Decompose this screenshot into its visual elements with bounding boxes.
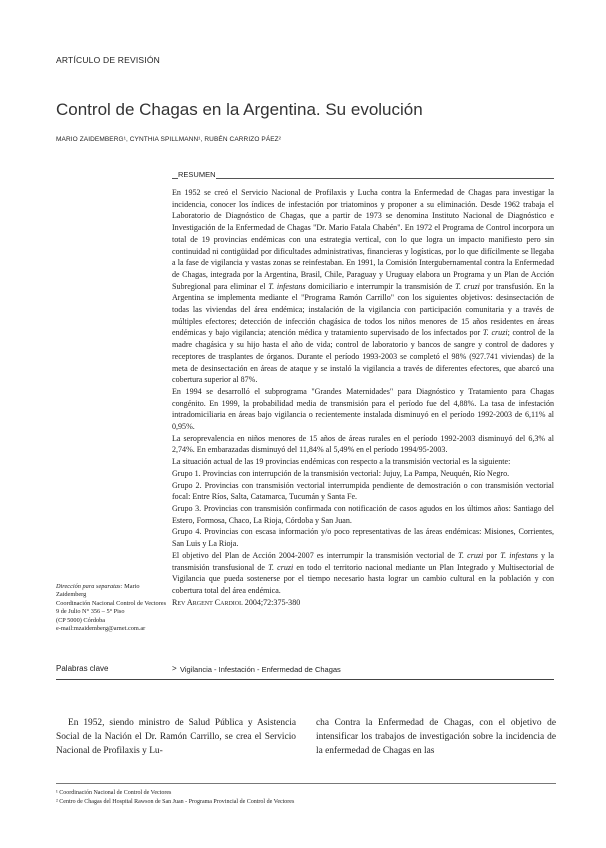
author-list: MARIO ZAIDEMBERG¹, CYNTHIA SPILLMANN¹, RUBÉN CARRIZO PÁEZ² (56, 136, 282, 143)
abstract-paragraph: La situación actual de las 19 provincias endémicas con respecto a la transmisión vectorial es la siguiente: (172, 457, 511, 467)
keywords-label: Palabras clave (56, 664, 109, 673)
keywords-rule (56, 679, 554, 680)
abstract-paragraph: En 1952 se creó el Servicio Nacional de Profilaxis y Lucha contra la Enfermedad de Chagas para investigar la incidencia, conocer los índices de infestación por triatominos y proponer a su eliminación. Desde 1962 trabaja el Laboratorio de Diagnóstico de Chagas, que a partir de 1973 se denomina Instituto Nacional de Diagnóstico e Investigación de la Enfermedad de Chagas "Dr. Mario Fatala Chabén". En 1972 el Programa de Control incorpora un total de 19 provincias endémicas con una estrategia vertical, con lo que logra un impacto manifiesto pero sin continuidad ni contigüidad por dificultades administrativas, financieras y logísticas, por lo que difícilmente se llegaba a la fase de vigilancia y vastas zonas se reinfestaban. En 1991, la Comisión Intergubernamental contra la Enfermedad de Chagas, integrada por la Argentina, Brasil, Chile, Paraguay y Uruguay elabora un Programa y un Plan de Acción Subregional para eliminar el T. infestans domiciliario e interrumpir la transmisión de T. cruzi por transfusión. En la Argentina se implementa mediante el "Programa Ramón Carrillo" con los siguientes objetivos: desinsectación de todas las viviendas del área endémica; instalación de la vigilancia con participación comunitaria y a través de múltiples efectores; detección de infección chagásica de todos los niños menores de 15 años residentes en áreas endémicas y bajo vigilancia; atención médica y tratamiento supervisado de los infectados por T. cruzi; control de la madre chagásica y su hijo hasta el año de vida; control de laboratorio y bancos de sangre y control de dadores y receptores de trasplantes de órganos. Durante el período 1993-2003 se completó el 98% (927.741 viviendas) de la meta de desinsectación en áreas de ataque y se instaló la vigilancia a través de diferentes efectores, que abarcó una cobertura superior al 87%. (172, 188, 555, 385)
article-title: Control de Chagas en la Argentina. Su evolución (56, 100, 423, 119)
abstract-paragraph: Grupo 1. Provincias con interrupción de la transmisión vectorial: Jujuy, La Pampa, Neuquén, Río Negro. (172, 468, 510, 478)
correspondence-email: e-mail:mzaidemberg@arnet.com.ar (56, 625, 146, 633)
abstract-rule (172, 178, 554, 179)
chevron-right-icon: > (172, 664, 177, 673)
footnotes (56, 789, 294, 808)
abstract-paragraph: Grupo 4. Provincias con escasa información y/o poco representativas de las áreas endémicas: Misiones, Corrientes, San Luis y La Rioja. (172, 527, 554, 549)
citation: Rev Argent Cardiol 2004;72:375-380 (172, 597, 301, 607)
keywords-text: Vigilancia - Infestación - Enfermedad de Chagas (180, 665, 341, 674)
section-label: ARTÍCULO DE REVISIÓN (56, 55, 160, 65)
correspondence-name: Dirección para separatas: Mario Zaidemberg (56, 583, 140, 599)
correspondence-address (56, 583, 168, 633)
footnote-rule (56, 783, 556, 784)
abstract (172, 187, 554, 608)
correspondence-line: 9 de Julio N° 356 – 5° Piso (56, 608, 125, 616)
footnote: ² Centro de Chagas del Hospital Rawson de San Juan - Programa Provincial de Control de Vectores (56, 799, 295, 806)
abstract-heading: RESUMEN (178, 170, 216, 179)
abstract-paragraph: La seroprevalencia en niños menores de 15 años de áreas rurales en el período 1992-2003 disminuyó del 6,3% al 2,74%. En embarazadas disminuyó del 11,84% al 5,49% en el período 1994/95-2003. (172, 433, 554, 455)
abstract-paragraph: El objetivo del Plan de Acción 2004-2007 es interrumpir la transmisión vectorial de T. cruzi por T. infestans y la transmisión transfusional de T. cruzi en todo el territorio nacional mediante un Plan Integrado y Multisectorial de Vigilancia que pueda sostenerse por el tiempo necesario hasta lograr un cambio cultural en la población y con cobertura total del área endémica. (172, 550, 554, 595)
abstract-paragraph: Grupo 3. Provincias con transmisión confirmada con notificación de casos agudos en los últimos años: Santiago del Estero, Formosa, Chaco, La Rioja, Córdoba y San Juan. (172, 503, 554, 525)
correspondence-line: (CP 5000) Córdoba (56, 616, 106, 624)
footnote: ¹ Coordinación Nacional de Control de Vectores (56, 790, 172, 796)
correspondence-line: Coordinación Nacional Control de Vectores (56, 599, 167, 607)
keywords-block (56, 664, 556, 678)
abstract-paragraph: En 1994 se desarrolló el subprograma "Grandes Maternidades" para Diagnóstico y Tratamiento para Chagas congénito. En 1999, la probabilidad media de transmisión para el período fue del 4,88%. La tasa de infestación intradomiciliaria en áreas bajo vigilancia o recientemente instalada disminuyó en el período 1992-2003 de 6,11% al 0,95%. (172, 386, 554, 432)
body-column-left: En 1952, siendo ministro de Salud Pública y Asistencia Social de la Nación el Dr. Ramón Carrillo, se crea el Servicio Nacional de Profilaxis y Lu- (56, 718, 296, 757)
abstract-paragraph: Grupo 2. Provincias con transmisión vectorial interrumpida pendiente de demostración o con transmisión vectorial focal: Entre Ríos, Salta, Catamarca, Tucumán y Santa Fe. (172, 480, 554, 502)
body-column-right: cha Contra la Enfermedad de Chagas, con el objetivo de intensificar los trabajos de investigación sobre la incidencia de la enfermedad de Chagas en las (316, 718, 556, 757)
